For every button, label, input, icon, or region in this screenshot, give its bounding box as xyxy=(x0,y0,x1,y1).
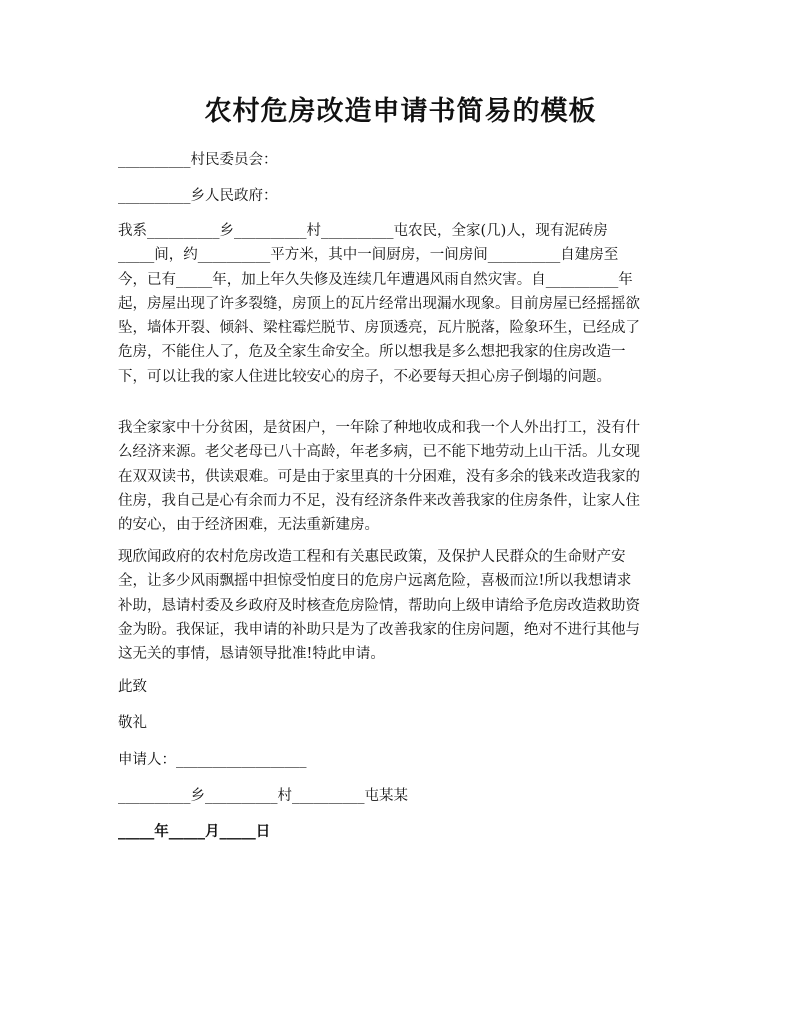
paragraph-line: 起，房屋出现了许多裂缝，房顶上的瓦片经常出现漏水现象。目前房屋已经摇摇欲 xyxy=(118,295,640,312)
paragraph-line: 全，让多少风雨飘摇中担惊受怕度日的危房户远离危险，喜极而泣!所以我想请求 xyxy=(118,573,632,590)
paragraph-line: 坠，墙体开裂、倾斜、梁柱霉烂脱节、房顶透亮，瓦片脱落，险象环生，已经成了 xyxy=(118,320,640,337)
salutation-township-government: __________乡人民政府： xyxy=(118,188,278,204)
paragraph-line: 下，可以让我的家人住进比较安心的房子，不必要每天担心房子倒塌的问题。 xyxy=(118,368,611,385)
applicant-line: 申请人：__________________ xyxy=(118,752,307,768)
paragraph-housing-situation xyxy=(118,219,683,389)
address-line: __________乡__________村__________屯某某 xyxy=(118,788,408,804)
paragraph-line: 的安心，由于经济困难，无法重新建房。 xyxy=(118,517,379,534)
paragraph-family-hardship xyxy=(118,416,683,537)
closing-jingli: 敬礼 xyxy=(118,715,147,731)
paragraph-line: 补助，恳请村委及乡政府及时核查危房险情，帮助向上级申请给予危房改造救助资 xyxy=(118,597,640,614)
paragraph-line: 住房，我自己是心有余而力不足，没有经济条件来改善我家的住房条件，让家人住 xyxy=(118,492,640,509)
paragraph-line: 我系__________乡__________村__________屯农民，全家(几)人，现有泥砖房 xyxy=(118,223,608,239)
date-line: _____年_____月_____日 xyxy=(118,823,271,840)
paragraph-line: 今，已有_____年，加上年久失修及连续几年遭遇风雨自然灾害。自__________年 xyxy=(118,271,633,288)
salutation-village-committee: __________村民委员会： xyxy=(118,152,278,168)
paragraph-line: 在双双读书，供读艰难。可是由于家里真的十分困难，没有多余的钱来改造我家的 xyxy=(118,468,640,485)
paragraph-line: 金为盼。我保证，我申请的补助只是为了改善我家的住房问题，绝对不进行其他与 xyxy=(118,621,640,638)
paragraph-line: 么经济来源。老父老母已八十高龄，年老多病，已不能下地劳动上山干活。儿女现 xyxy=(118,444,640,461)
paragraph-request xyxy=(118,545,683,666)
closing-cizhi: 此致 xyxy=(118,679,147,695)
paragraph-line: 现欣闻政府的农村危房改造工程和有关惠民政策，及保护人民群众的生命财产安 xyxy=(118,549,626,565)
paragraph-line: 我全家家中十分贫困，是贫困户，一年除了种地收成和我一个人外出打工，没有什 xyxy=(118,420,640,436)
document-title: 农村危房改造申请书简易的模板 xyxy=(204,96,597,127)
paragraph-line: _____间，约__________平方米，其中一间厨房，一间房间__________自建房至 xyxy=(118,247,619,264)
paragraph-line: 这无关的事情，恳请领导批准!特此申请。 xyxy=(118,646,385,663)
paragraph-line: 危房，不能住人了，危及全家生命安全。所以想我是多么想把我家的住房改造一 xyxy=(118,344,626,361)
